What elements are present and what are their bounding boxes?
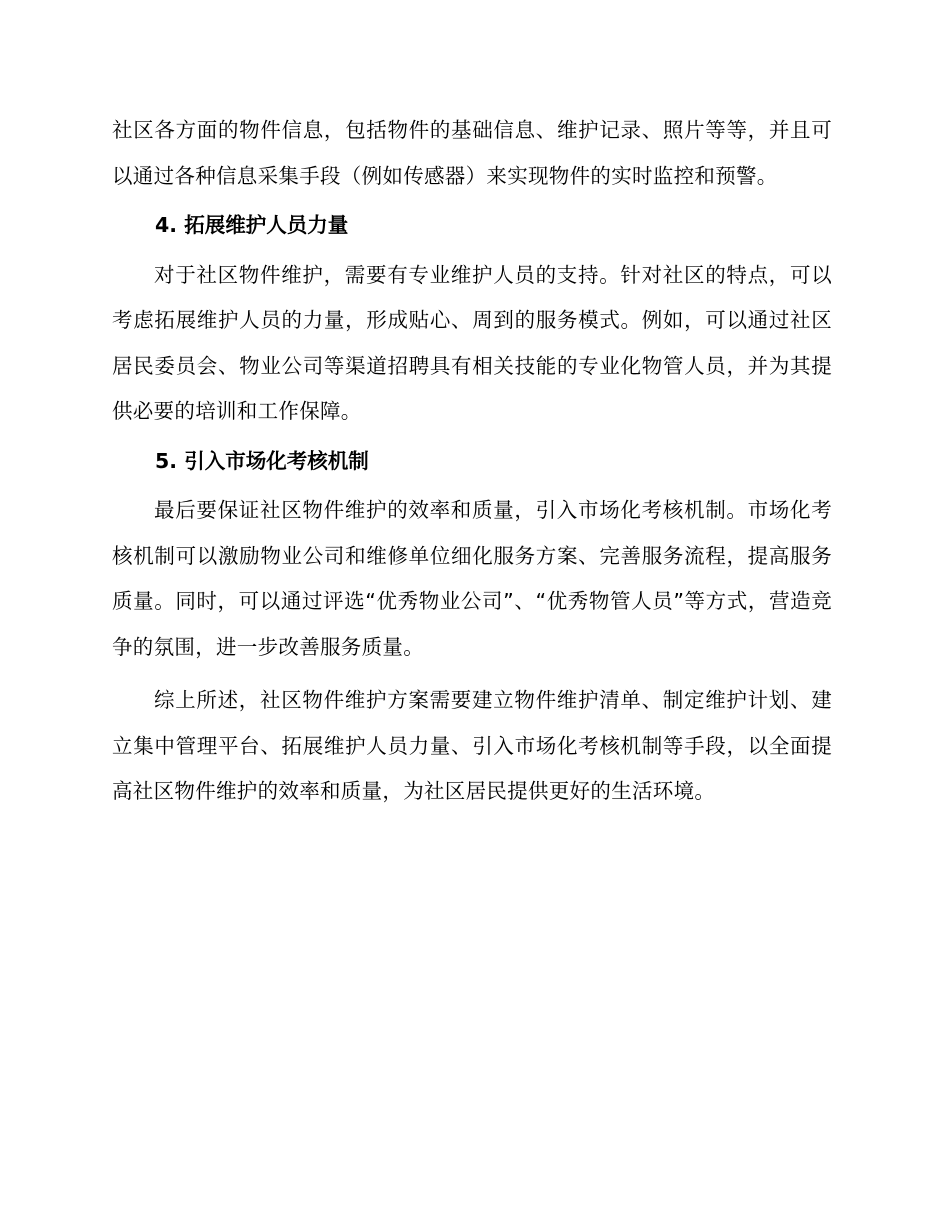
paragraph-maintenance-staff: 对于社区物件维护，需要有专业维护人员的支持。针对社区的特点，可以考虑拓展维护人员的力量，形成贴心、周到的服务模式。例如，可以通过社区居民委员会、物业公司等渠道招聘具有相关技能的专业化物管人员，并为其提供必要的培训和工作保障。 — [112, 262, 832, 423]
document-page — [112, 108, 832, 815]
paragraph-object-info-continued: 社区各方面的物件信息，包括物件的基础信息、维护记录、照片等等，并且可以通过各种信息采集手段（例如传感器）来实现物件的实时监控和预警。 — [112, 118, 832, 188]
paragraph-market-assessment: 最后要保证社区物件维护的效率和质量，引入市场化考核机制。市场化考核机制可以激励物业公司和维修单位细化服务方案、完善服务流程，提高服务质量。同时，可以通过评选“优秀物业公司”、“优秀物管人员”等方式，营造竞争的氛围，进一步改善服务质量。 — [112, 498, 832, 659]
section-heading-4: 4. 拓展维护人员力量 — [155, 213, 349, 237]
spacer — [112, 670, 832, 678]
paragraph-conclusion: 综上所述，社区物件维护方案需要建立物件维护清单、制定维护计划、建立集中管理平台、拓展维护人员力量、引入市场化考核机制等手段，以全面提高社区物件维护的效率和质量，为社区居民提供更好的生活环境。 — [112, 688, 832, 803]
section-heading-5: 5. 引入市场化考核机制 — [155, 448, 369, 473]
